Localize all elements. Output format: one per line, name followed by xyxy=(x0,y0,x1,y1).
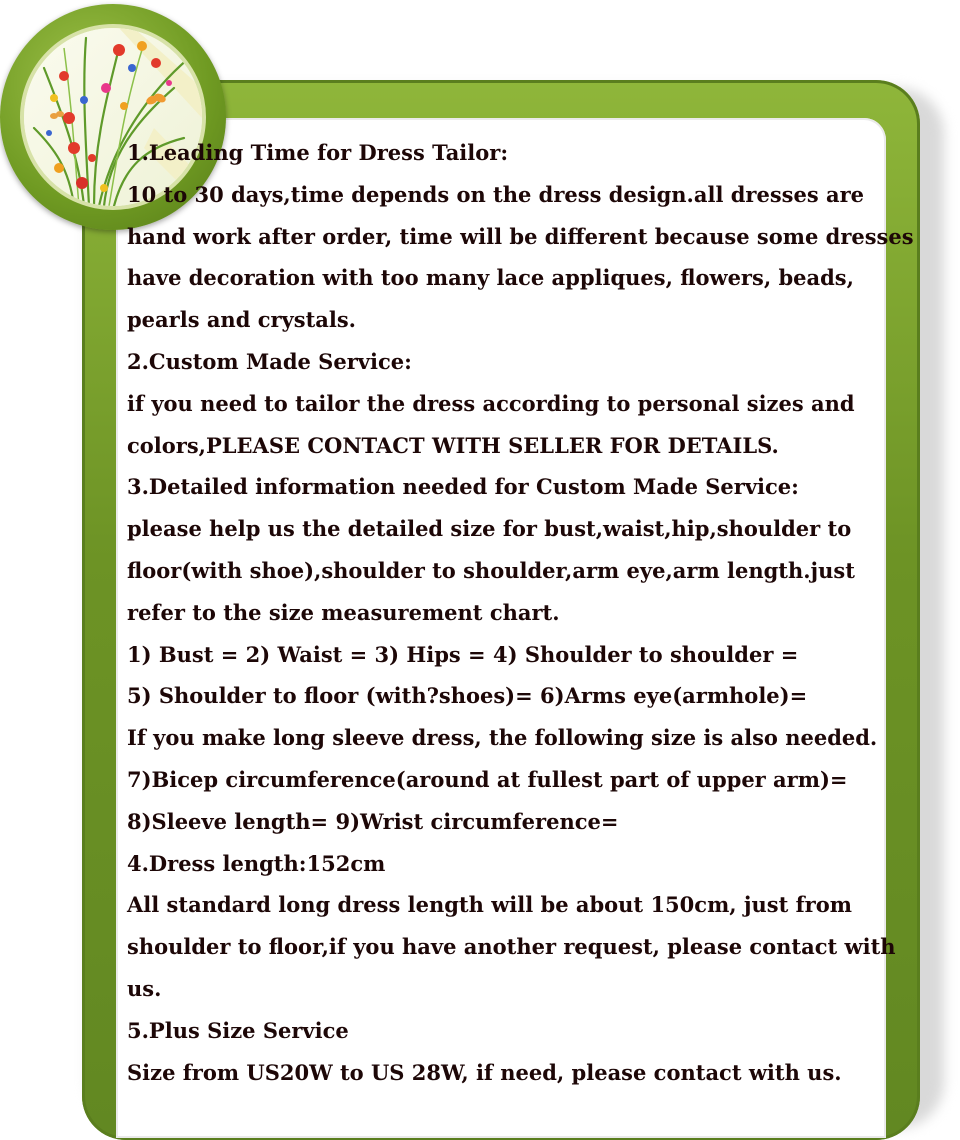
heading-plus-size: 5.Plus Size Service xyxy=(127,1017,349,1043)
text-line: have decoration with too many lace appliques, flowers, beads, xyxy=(127,265,854,291)
text-line: if you need to tailor the dress according to personal sizes and xyxy=(127,390,855,416)
measurement-line: 8)Sleeve length= 9)Wrist circumference= xyxy=(127,808,619,834)
text-line: pearls and crystals. xyxy=(127,307,356,333)
text-line: hand work after order, time will be different because some dresses xyxy=(127,223,914,249)
text-line: If you make long sleeve dress, the following size is also needed. xyxy=(127,725,878,751)
measurement-line: 1) Bust = 2) Waist = 3) Hips = 4) Shoulder to shoulder = xyxy=(127,641,799,667)
heading-detailed-info: 3.Detailed information needed for Custom Made Service: xyxy=(127,474,799,500)
measurement-line: 7)Bicep circumference(around at fullest part of upper arm)= xyxy=(127,766,848,792)
text-line: us. xyxy=(127,975,162,1001)
text-line: Size from US20W to US 28W, if need, please contact with us. xyxy=(127,1059,842,1085)
measurement-line: 5) Shoulder to floor (with?shoes)= 6)Arms eye(armhole)= xyxy=(127,683,808,709)
text-line: shoulder to floor,if you have another request, please contact with xyxy=(127,934,896,960)
heading-leading-time: 1.Leading Time for Dress Tailor: xyxy=(127,140,509,165)
text-line: refer to the size measurement chart. xyxy=(127,599,560,625)
text-line: All standard long dress length will be about 150cm, just from xyxy=(127,892,852,918)
dress-service-info xyxy=(127,132,914,1093)
heading-custom-made: 2.Custom Made Service: xyxy=(127,348,412,374)
text-line: floor(with shoe),shoulder to shoulder,arm eye,arm length.just xyxy=(127,557,855,583)
text-line: colors,PLEASE CONTACT WITH SELLER FOR DETAILS. xyxy=(127,432,779,458)
text-line: 10 to 30 days,time depends on the dress design.all dresses are xyxy=(127,181,865,207)
text-line: please help us the detailed size for bust,waist,hip,shoulder to xyxy=(127,516,852,542)
heading-dress-length: 4.Dress length:152cm xyxy=(127,850,386,876)
